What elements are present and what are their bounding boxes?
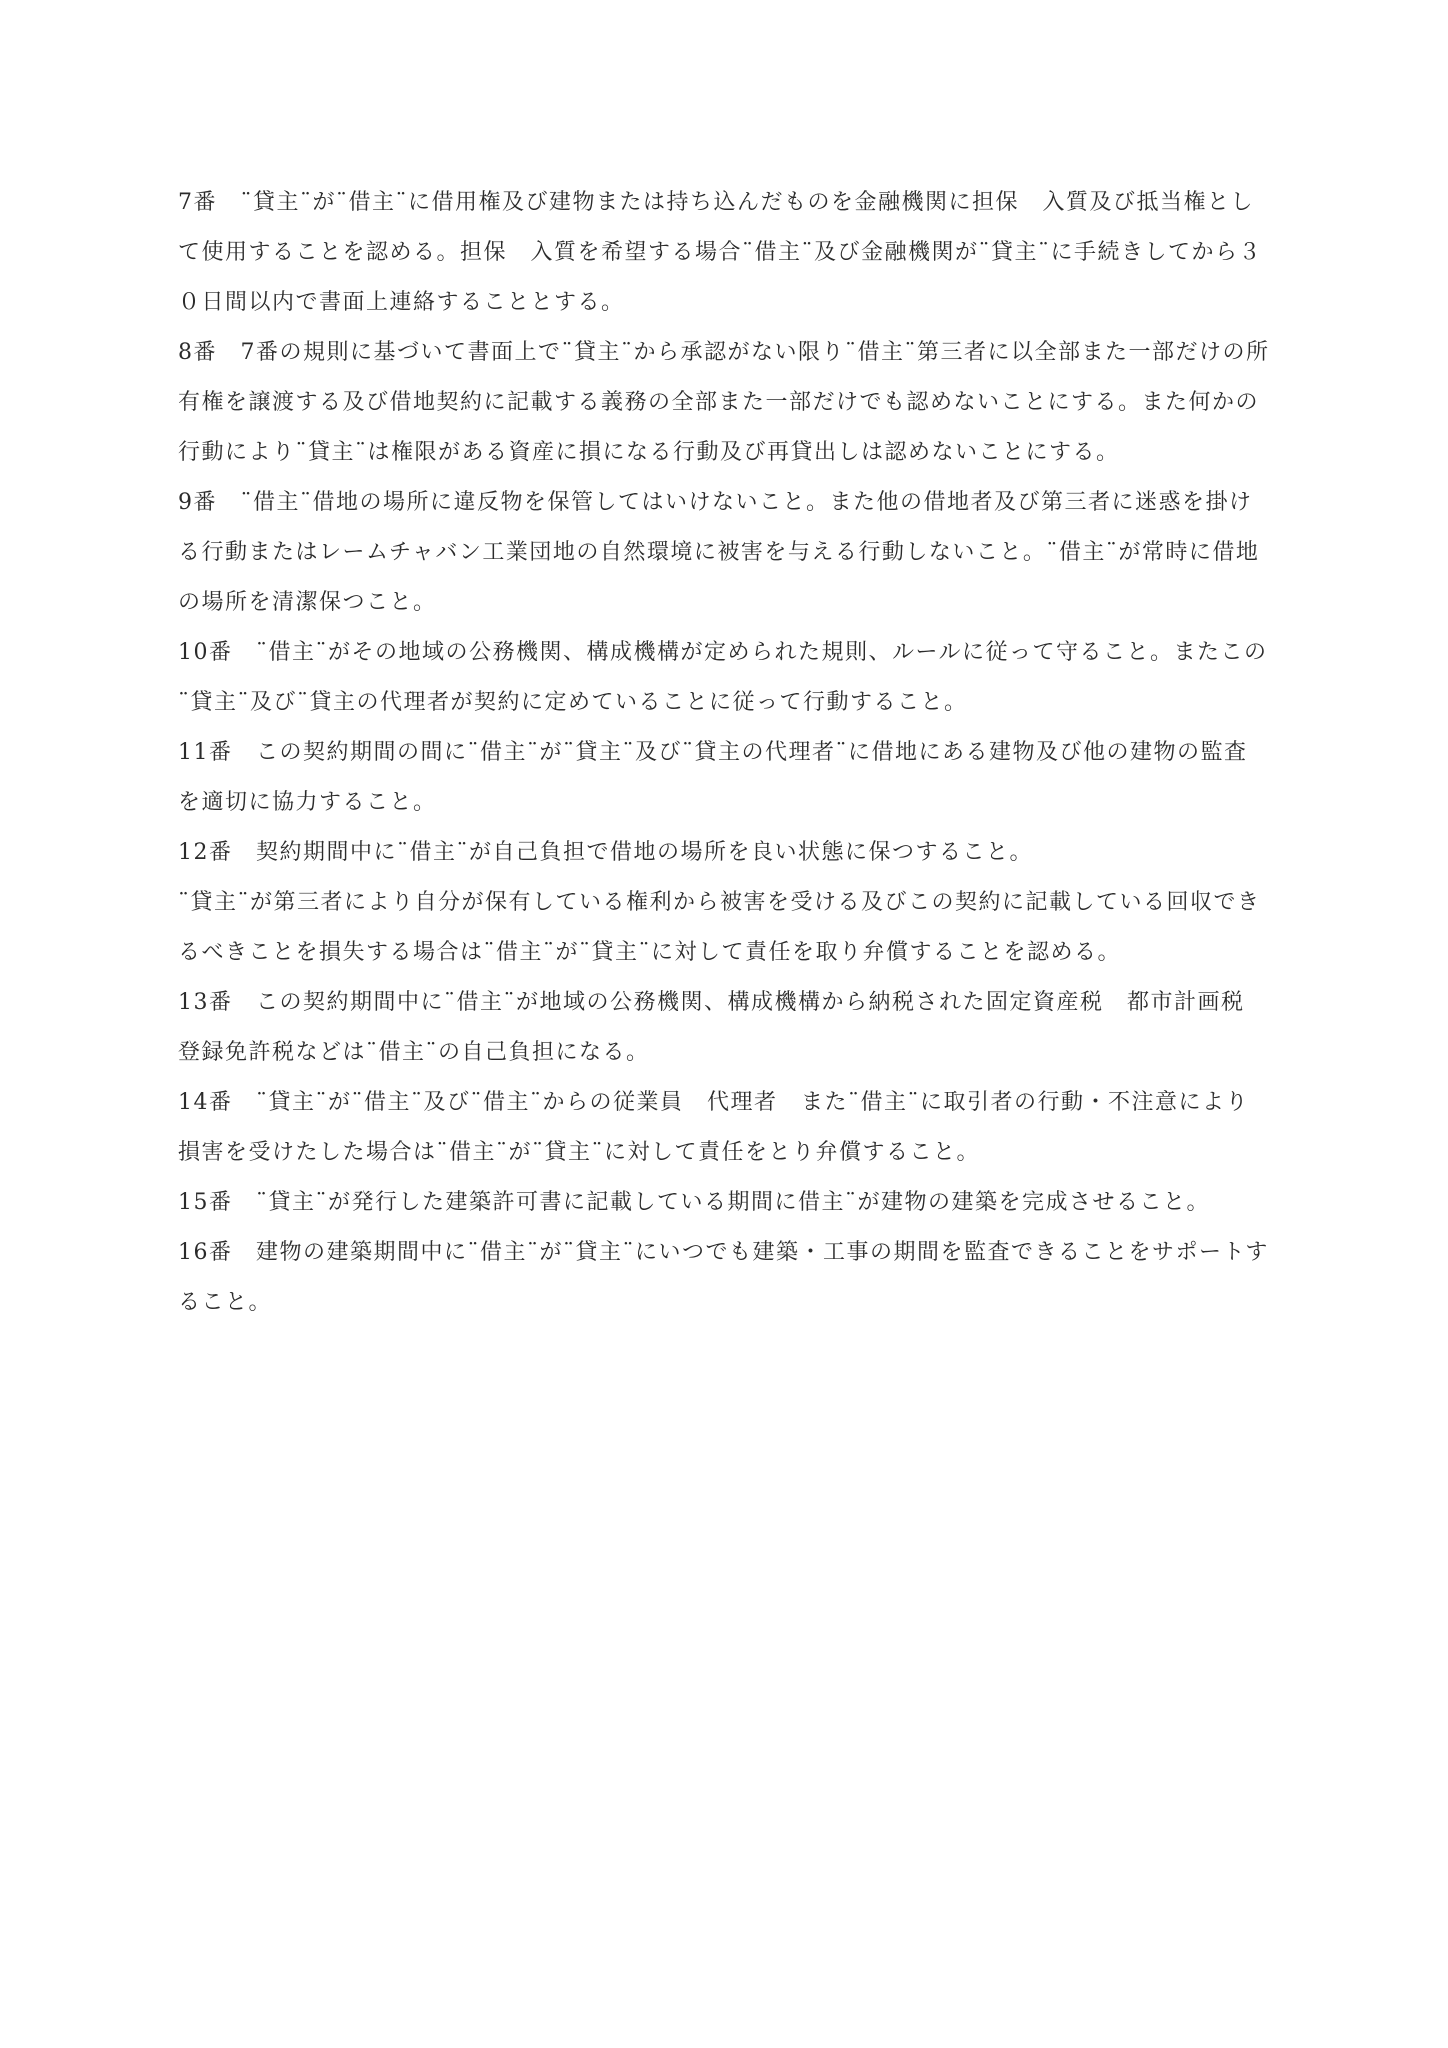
document-body — [178, 178, 1270, 1328]
clause-14: 14番 ¨貸主¨が¨借主¨及び¨借主¨からの従業員 代理者 また¨借主¨に取引者の行動・不注意により損害を受けたした場合は¨借主¨が¨貸主¨に対して責任をとり弁償すること。 — [178, 1090, 1249, 1165]
clause-10: 10番 ¨借主¨がその地域の公務機関、構成機構が定められた規則、ルールに従って守ること。またこの¨貸主¨及び¨貸主の代理者が契約に定めていることに従って行動すること。 — [178, 640, 1268, 715]
clause-7: 7番 ¨貸主¨が¨借主¨に借用権及び建物または持ち込んだものを金融機関に担保 入質及び抵当権として使用することを認める。担保 入質を希望する場合¨借主¨及び金融機関が¨貸主¨に手続きしてから３０日間以内で書面上連絡することとする。 — [178, 190, 1263, 315]
clause-9: 9番 ¨借主¨借地の場所に違反物を保管してはいけないこと。また他の借地者及び第三者に迷惑を掛ける行動またはレームチャバン工業団地の自然環境に被害を与える行動しないこと。¨借主¨が常時に借地の場所を清潔保つこと。 — [178, 490, 1260, 615]
clause-11: 11番 この契約期間の間に¨借主¨が¨貸主¨及び¨貸主の代理者¨に借地にある建物及び他の建物の監査を適切に協力すること。 — [178, 740, 1248, 815]
clause-16: 16番 建物の建築期間中に¨借主¨が¨貸主¨にいつでも建築・工事の期間を監査できることをサポートすること。 — [178, 1240, 1269, 1315]
clause-13: 13番 この契約期間中に¨借主¨が地域の公務機関、構成機構から納税された固定資産税 都市計画税 登録免許税などは¨借主¨の自己負担になる。 — [178, 990, 1269, 1065]
clause-8: 8番 7番の規則に基づいて書面上で¨貸主¨から承認がない限り¨借主¨第三者に以全部また一部だけの所有権を譲渡する及び借地契約に記載する義務の全部また一部だけでも認めないことにする。また何かの行動により¨貸主¨は権限がある資産に損になる行動及び再貸出しは認めないことにする。 — [178, 340, 1270, 465]
clause-12-continuation: ¨貸主¨が第三者により自分が保有している権利から被害を受ける及びこの契約に記載している回収できるべきことを損失する場合は¨借主¨が¨貸主¨に対して責任を取り弁償することを認める。 — [178, 890, 1261, 965]
clause-12: 12番 契約期間中に¨借主¨が自己負担で借地の場所を良い状態に保つすること。 — [178, 840, 1033, 865]
clause-15: 15番 ¨貸主¨が発行した建築許可書に記載している期間に借主¨が建物の建築を完成させること。 — [178, 1190, 1210, 1215]
